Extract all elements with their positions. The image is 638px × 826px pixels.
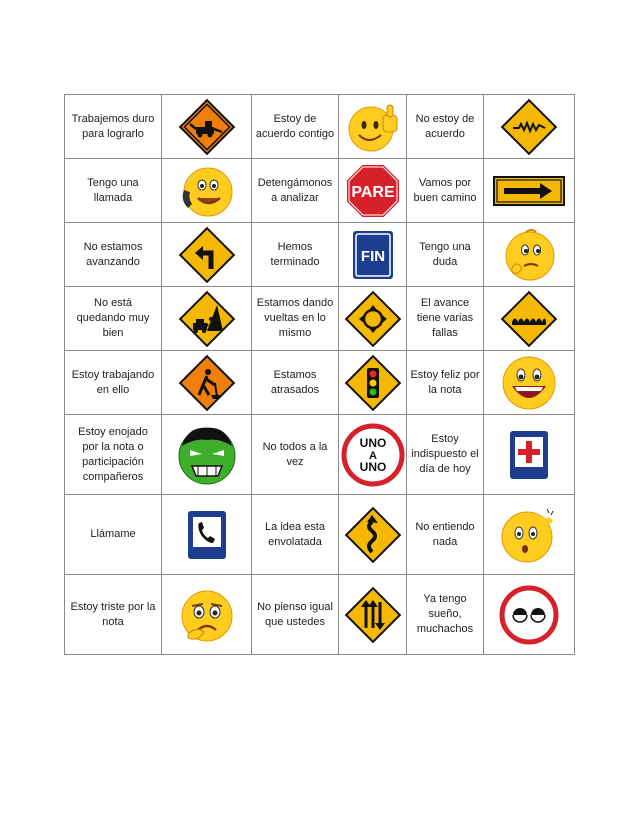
icon-cell xyxy=(484,495,575,575)
text-cell: Hemos terminado xyxy=(252,223,339,287)
text-cell: Estoy de acuerdo contigo xyxy=(252,95,339,159)
thinking-emoji-icon xyxy=(498,224,560,286)
traffic-light-sign-icon xyxy=(343,353,403,413)
icon-cell xyxy=(484,351,575,415)
icon-cell xyxy=(339,159,407,223)
men-at-work-sign-icon xyxy=(177,353,237,413)
falling-rocks-sign-icon xyxy=(177,289,237,349)
table-row xyxy=(65,351,575,415)
speed-bumps-sign-icon xyxy=(499,289,559,349)
table-row xyxy=(65,95,575,159)
text-cell: Estoy triste por la nota xyxy=(65,575,162,655)
text-cell: Estoy indispuesto el día de hoy xyxy=(407,415,484,495)
first-aid-sign-icon xyxy=(507,429,551,481)
icon-cell xyxy=(484,575,575,655)
stop-sign-icon xyxy=(342,160,404,222)
text-cell: Tengo una llamada xyxy=(65,159,162,223)
icon-cell xyxy=(484,415,575,495)
icon-cell xyxy=(162,95,252,159)
text-cell: Estoy feliz por la nota xyxy=(407,351,484,415)
confused-emoji-icon xyxy=(497,503,561,567)
right-arrow-sign-icon xyxy=(492,173,566,209)
icon-cell xyxy=(484,223,575,287)
icon-cell xyxy=(162,287,252,351)
text-cell: Tengo una duda xyxy=(407,223,484,287)
text-cell: No entiendo nada xyxy=(407,495,484,575)
text-cell: No está quedando muy bien xyxy=(65,287,162,351)
icon-cell xyxy=(162,415,252,495)
text-cell: No pienso igual que ustedes xyxy=(252,575,339,655)
sad-emoji-icon xyxy=(176,584,238,646)
text-cell: Ya tengo sueño, muchachos xyxy=(407,575,484,655)
text-cell: El avance tiene varias fallas xyxy=(407,287,484,351)
one-at-a-time-sign-icon xyxy=(341,423,405,487)
text-cell: Llámame xyxy=(65,495,162,575)
turn-left-sign-icon xyxy=(177,225,237,285)
table-row xyxy=(65,575,575,655)
icon-cell xyxy=(162,495,252,575)
text-cell: Vamos por buen camino xyxy=(407,159,484,223)
sleepy-eyes-sign-icon xyxy=(498,584,560,646)
svg-text:UNO: UNO xyxy=(359,459,386,474)
svg-text:PARE: PARE xyxy=(350,183,395,201)
laughing-emoji-icon xyxy=(498,352,560,414)
table-row xyxy=(65,159,575,223)
text-cell: No todos a la vez xyxy=(252,415,339,495)
icon-cell xyxy=(339,351,407,415)
phone-call-emoji-icon xyxy=(176,160,238,222)
svg-text:UNO: UNO xyxy=(359,435,386,450)
text-cell: La idea esta envolatada xyxy=(252,495,339,575)
table-row xyxy=(65,495,575,575)
icon-cell xyxy=(339,415,407,495)
text-cell: Estoy enojado por la nota o participación compañeros xyxy=(65,415,162,495)
end-sign-icon xyxy=(349,229,397,281)
angry-hulk-emoji-icon xyxy=(174,422,240,488)
text-cell: Trabajemos duro para lograrlo xyxy=(65,95,162,159)
icon-cell xyxy=(484,287,575,351)
icon-cell xyxy=(484,159,575,223)
table-row xyxy=(65,415,575,495)
icon-cell xyxy=(162,159,252,223)
text-cell: Estamos dando vueltas en lo mismo xyxy=(252,287,339,351)
icon-cell xyxy=(339,287,407,351)
thumbs-up-emoji-icon xyxy=(343,97,403,157)
telephone-sign-icon xyxy=(185,509,229,561)
icon-cell xyxy=(162,223,252,287)
table-row xyxy=(65,287,575,351)
winding-road-sign-icon xyxy=(342,504,404,566)
icon-cell xyxy=(162,575,252,655)
text-cell: Estoy trabajando en ello xyxy=(65,351,162,415)
table-row xyxy=(65,223,575,287)
icon-cell xyxy=(339,223,407,287)
svg-text:A: A xyxy=(368,449,377,462)
text-cell: No estoy de acuerdo xyxy=(407,95,484,159)
signs-table xyxy=(64,94,575,655)
two-way-traffic-sign-icon xyxy=(342,584,404,646)
icon-cell xyxy=(339,495,407,575)
road-work-machine-sign-icon xyxy=(177,97,237,157)
text-cell: Estamos atrasados xyxy=(252,351,339,415)
icon-cell xyxy=(162,351,252,415)
icon-cell xyxy=(339,95,407,159)
svg-text:FIN: FIN xyxy=(360,247,385,265)
icon-cell xyxy=(484,95,575,159)
icon-cell xyxy=(339,575,407,655)
rough-road-sign-icon xyxy=(499,97,559,157)
text-cell: No estamos avanzando xyxy=(65,223,162,287)
roundabout-sign-icon xyxy=(343,289,403,349)
text-cell: Detengámonos a analizar xyxy=(252,159,339,223)
